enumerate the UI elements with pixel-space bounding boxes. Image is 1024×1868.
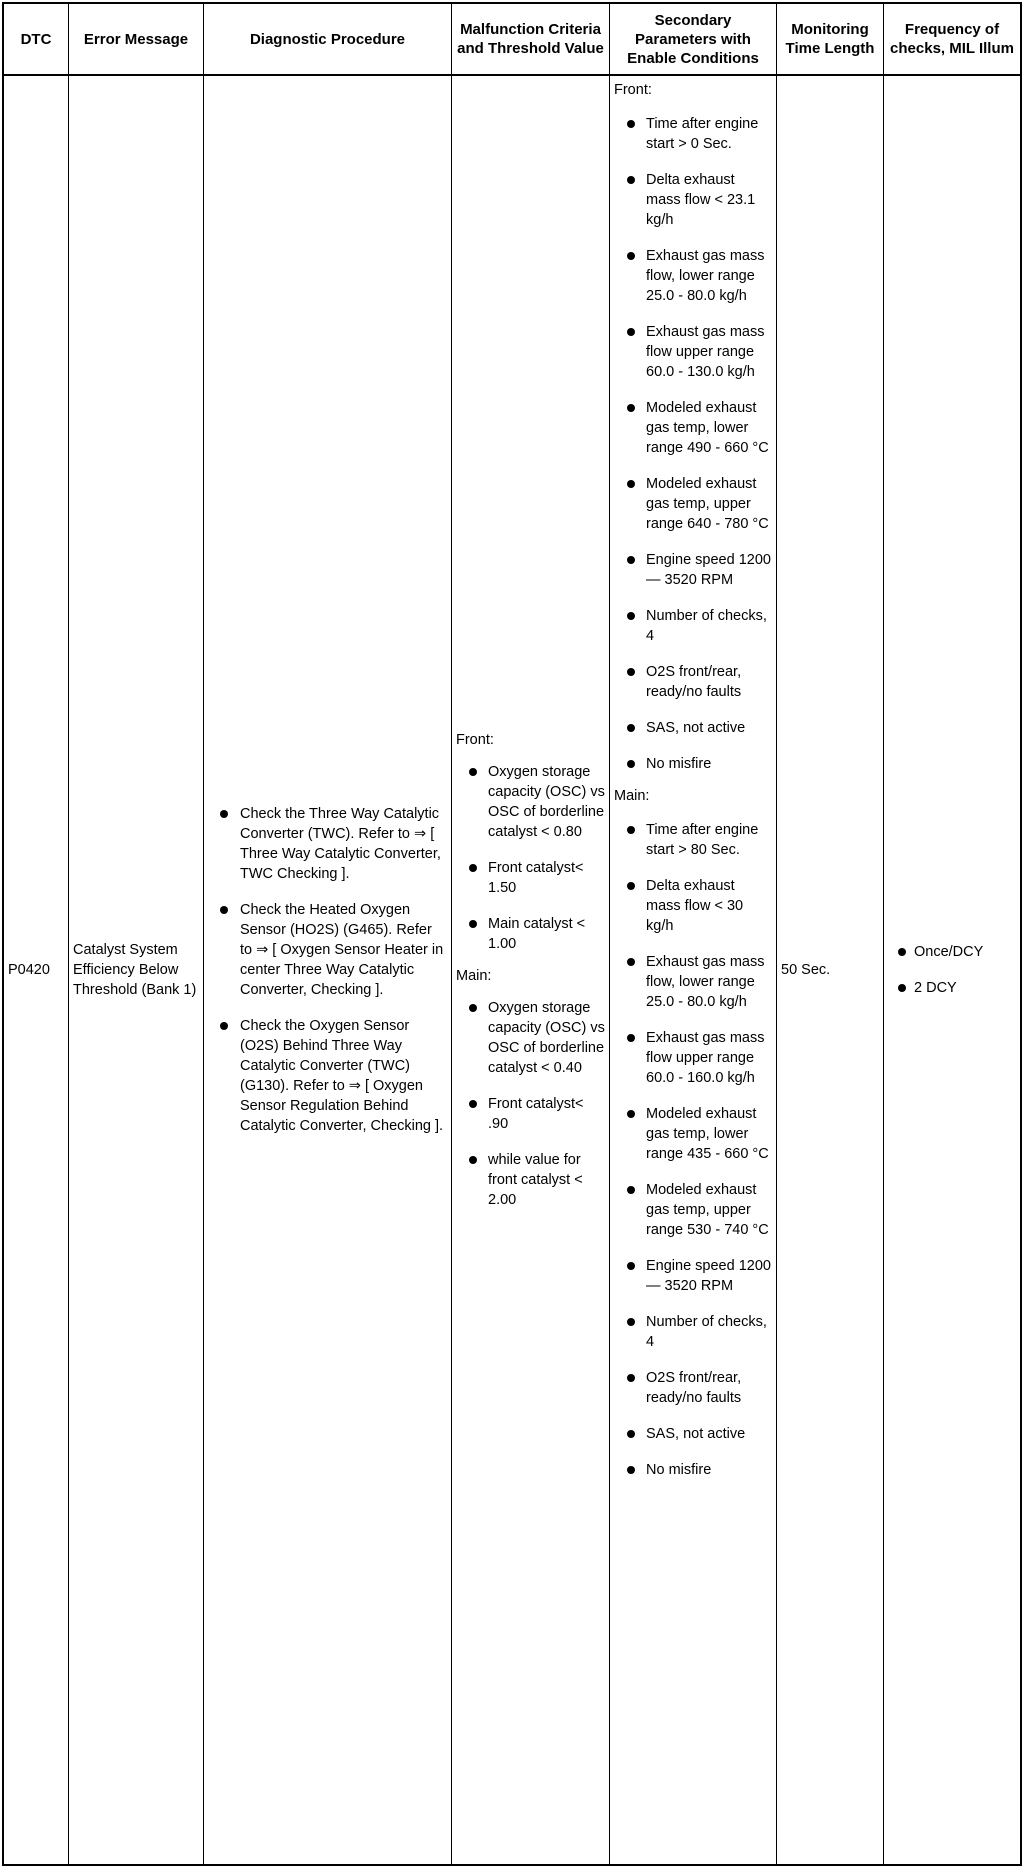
frequency-list xyxy=(888,942,1016,998)
secondary-main-item: Number of checks, 4 xyxy=(614,1312,772,1352)
header-diagnostic-procedure: Diagnostic Procedure xyxy=(204,4,452,76)
secondary-main-item: Exhaust gas mass flow, lower range 25.0 - 80.0 kg/h xyxy=(614,952,772,1012)
cell-frequency xyxy=(884,76,1020,1864)
secondary-front-item: O2S front/rear, ready/no faults xyxy=(614,662,772,702)
secondary-main-item: O2S front/rear, ready/no faults xyxy=(614,1368,772,1408)
cell-secondary-parameters xyxy=(610,76,777,1864)
diagnostic-procedure-list xyxy=(208,804,447,1136)
cell-error-message xyxy=(69,76,204,1864)
secondary-front-item: Number of checks, 4 xyxy=(614,606,772,646)
cell-monitoring-time xyxy=(777,76,884,1864)
secondary-main-item: Delta exhaust mass flow < 30 kg/h xyxy=(614,876,772,936)
secondary-front-item: Engine speed 1200 — 3520 RPM xyxy=(614,550,772,590)
diagnostic-step: Check the Heated Oxygen Sensor (HO2S) (G465). Refer to ⇒ [ Oxygen Sensor Heater in center Three Way Catalytic Converter, Checking ]. xyxy=(208,900,447,1000)
frequency-item: Once/DCY xyxy=(888,942,1016,962)
secondary-front-item: Modeled exhaust gas temp, lower range 490 - 660 °C xyxy=(614,398,772,458)
secondary-main-item: SAS, not active xyxy=(614,1424,772,1444)
monitoring-time-value: 50 Sec. xyxy=(781,962,831,978)
malfunction-front-item: Oxygen storage capacity (OSC) vs OSC of borderline catalyst < 0.80 xyxy=(456,762,605,842)
error-message-text: Catalyst System Efficiency Below Threshold (Bank 1) xyxy=(73,942,197,998)
cell-malfunction-criteria xyxy=(452,76,610,1864)
dtc-code: P0420 xyxy=(8,962,50,978)
malfunction-main-item: Front catalyst< .90 xyxy=(456,1094,605,1134)
secondary-main-group xyxy=(614,786,772,1480)
cell-diagnostic-procedure xyxy=(204,76,452,1864)
secondary-front-item: Delta exhaust mass flow < 23.1 kg/h xyxy=(614,170,772,230)
malfunction-front-item: Main catalyst < 1.00 xyxy=(456,914,605,954)
secondary-front-item: Exhaust gas mass flow, lower range 25.0 - 80.0 kg/h xyxy=(614,246,772,306)
secondary-main-label: Main: xyxy=(614,788,650,804)
malfunction-main-item: Oxygen storage capacity (OSC) vs OSC of borderline catalyst < 0.40 xyxy=(456,998,605,1078)
secondary-front-item: No misfire xyxy=(614,754,772,774)
secondary-front-item: SAS, not active xyxy=(614,718,772,738)
dtc-table xyxy=(2,2,1022,1866)
header-error-message: Error Message xyxy=(69,4,204,76)
secondary-main-item: Modeled exhaust gas temp, lower range 435 - 660 °C xyxy=(614,1104,772,1164)
secondary-main-item: Time after engine start > 80 Sec. xyxy=(614,820,772,860)
secondary-front-item: Time after engine start > 0 Sec. xyxy=(614,114,772,154)
diagnostic-step: Check the Oxygen Sensor (O2S) Behind Three Way Catalytic Converter (TWC) (G130). Refer to ⇒ [ Oxygen Sensor Regulation Behind Catalytic Converter, Checking ]. xyxy=(208,1016,447,1136)
secondary-front-item: Modeled exhaust gas temp, upper range 640 - 780 °C xyxy=(614,474,772,534)
header-dtc: DTC xyxy=(4,4,69,76)
header-frequency: Frequency of checks, MIL Illum xyxy=(884,4,1020,76)
diagnostic-step: Check the Three Way Catalytic Converter (TWC). Refer to ⇒ [ Three Way Catalytic Converter, TWC Checking ]. xyxy=(208,804,447,884)
malfunction-front-group xyxy=(456,730,605,954)
cell-dtc xyxy=(4,76,69,1864)
secondary-front-item: Exhaust gas mass flow upper range 60.0 - 130.0 kg/h xyxy=(614,322,772,382)
secondary-main-item: Engine speed 1200 — 3520 RPM xyxy=(614,1256,772,1296)
secondary-main-item: Exhaust gas mass flow upper range 60.0 - 160.0 kg/h xyxy=(614,1028,772,1088)
header-malfunction-criteria: Malfunction Criteria and Threshold Value xyxy=(452,4,610,76)
malfunction-main-group xyxy=(456,966,605,1210)
malfunction-main-item: while value for front catalyst < 2.00 xyxy=(456,1150,605,1210)
header-secondary-parameters: Secondary Parameters with Enable Conditions xyxy=(610,4,777,76)
malfunction-main-label: Main: xyxy=(456,968,492,984)
header-monitoring-time: Monitoring Time Length xyxy=(777,4,884,76)
malfunction-front-item: Front catalyst< 1.50 xyxy=(456,858,605,898)
secondary-front-label: Front: xyxy=(614,82,652,98)
frequency-item: 2 DCY xyxy=(888,978,1016,998)
secondary-main-item: Modeled exhaust gas temp, upper range 530 - 740 °C xyxy=(614,1180,772,1240)
secondary-main-item: No misfire xyxy=(614,1460,772,1480)
secondary-front-group xyxy=(614,80,772,774)
malfunction-front-label: Front: xyxy=(456,732,494,748)
